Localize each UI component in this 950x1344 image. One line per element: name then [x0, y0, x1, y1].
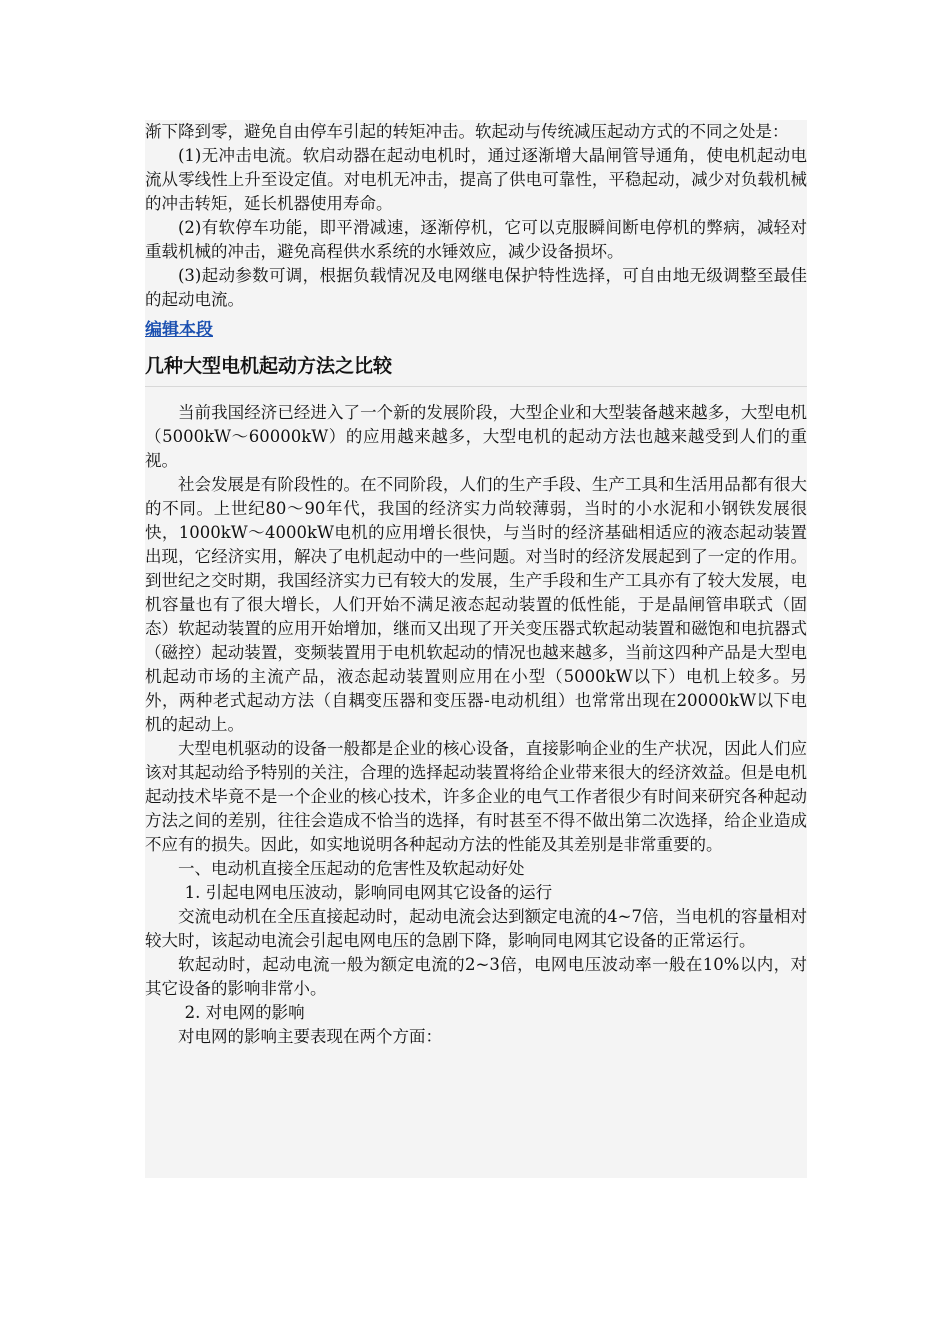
section-title: 几种大型电机起动方法之比较: [145, 354, 807, 387]
intro-paragraph: 渐下降到零，避免自由停车引起的转矩冲击。软起动与传统减压起动方式的不同之处是：: [145, 122, 789, 141]
edit-section-link[interactable]: 编辑本段: [145, 320, 213, 340]
section-paragraph-2: 社会发展是有阶段性的。在不同阶段，人们的生产手段、生产工具和生活用品都有很大的不同。上世纪80～90年代，我国的经济实力尚较薄弱，当时的小水泥和小钢铁发展很快，1000kW～4000kW电机的应用增长很快，与当时的经济基础相适应的液态起动装置出现，它经济实用，解决了电机起动中的一些问题。对当时的经济发展起到了一定的作用。到世纪之交时期，我国经济实力已有较大的发展，生产手段和生产工具亦有了较大发展，电机容量也有了很大增长，人们开始不满足液态起动装置的低性能，于是晶闸管串联式（固态）软起动装置的应用开始增加，继而又出现了开关变压器式软起动装置和磁饱和电抗器式（磁控）起动装置，变频装置用于电机软起动的情况也越来越多，当前这四种产品是大型电机起动市场的主流产品，液态起动装置则应用在小型（5000kW以下）电机上较多。另外，两种老式起动方法（自耦变压器和变压器-电动机组）也常常出现在20000kW以下电机的起动上。: [145, 475, 807, 734]
feature-paragraph-3: (3)起动参数可调，根据负载情况及电网继电保护特性选择，可自由地无级调整至最佳的起动电流。: [145, 266, 807, 309]
subheading-1-1: 1. 引起电网电压波动，影响同电网其它设备的运行: [184, 883, 553, 902]
subheading-1: 一、电动机直接全压起动的危害性及软起动好处: [178, 859, 525, 878]
document-body: [145, 120, 807, 1178]
subheading-1-2: 2. 对电网的影响: [184, 1003, 305, 1022]
section-paragraph-4: 交流电动机在全压直接起动时，起动电流会达到额定电流的4~7倍，当电机的容量相对较大时，该起动电流会引起电网电压的急剧下降，影响同电网其它设备的正常运行。: [145, 907, 807, 950]
section-paragraph-6: 对电网的影响主要表现在两个方面：: [178, 1027, 442, 1046]
section-gap: [145, 387, 807, 401]
section-paragraph-3: 大型电机驱动的设备一般都是企业的核心设备，直接影响企业的生产状况，因此人们应该对其起动给予特别的关注，合理的选择起动装置将给企业带来很大的经济效益。但是电机起动技术毕竟不是一个企业的核心技术，许多企业的电气工作者很少有时间来研究各种起动方法之间的差别，往往会造成不恰当的选择，有时甚至不得不做出第二次选择，给企业造成不应有的损失。因此，如实地说明各种起动方法的性能及其差别是非常重要的。: [145, 739, 807, 854]
feature-paragraph-1: (1)无冲击电流。软启动器在起动电机时，通过逐渐增大晶闸管导通角，使电机起动电流从零线性上升至设定值。对电机无冲击，提高了供电可靠性，平稳起动，减少对负载机械的冲击转矩，延长机器使用寿命。: [145, 146, 807, 213]
section-paragraph-1: 当前我国经济已经进入了一个新的发展阶段，大型企业和大型装备越来越多，大型电机（5000kW～60000kW）的应用越来越多，大型电机的起动方法也越来越受到人们的重视。: [145, 403, 807, 470]
feature-paragraph-2: (2)有软停车功能，即平滑减速，逐渐停机，它可以克服瞬间断电停机的弊病，减轻对重载机械的冲击，避免高程供水系统的水锤效应，减少设备损坏。: [145, 218, 807, 261]
section-paragraph-5: 软起动时，起动电流一般为额定电流的2~3倍，电网电压波动率一般在10%以内，对其它设备的影响非常小。: [145, 955, 807, 998]
